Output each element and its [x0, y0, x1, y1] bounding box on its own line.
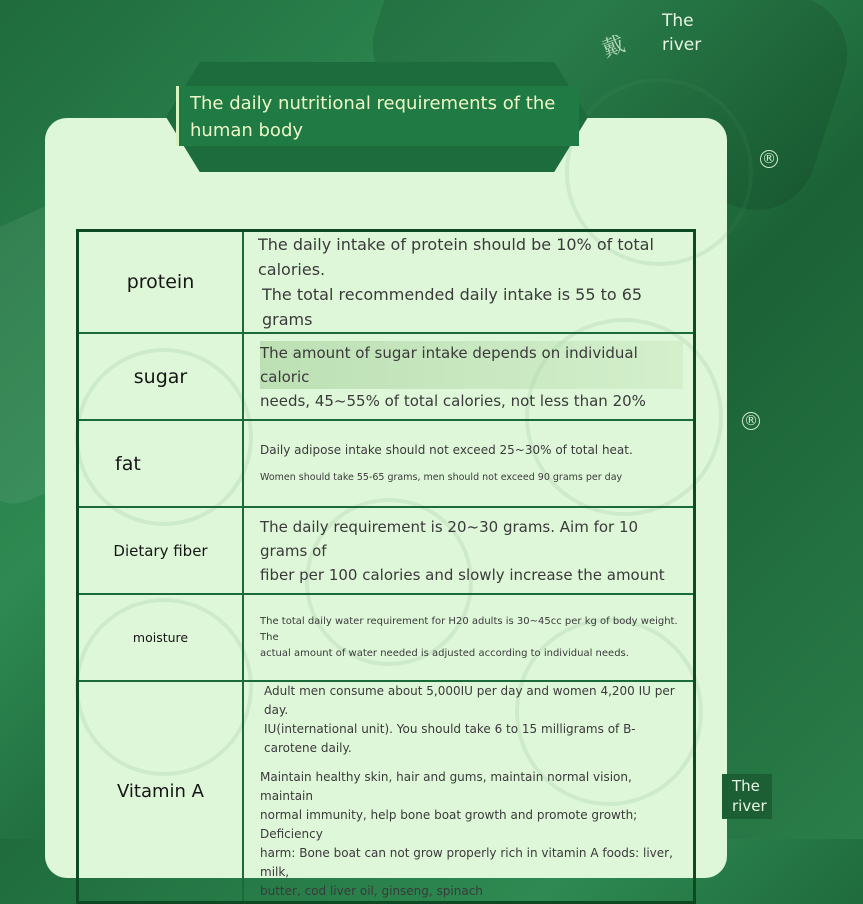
description-line: harm: Bone boat can not grow properly rich in vitamin A foods: liver, milk,	[260, 846, 673, 879]
watermark-character: 戴	[599, 31, 629, 63]
row-description	[243, 507, 695, 594]
description-line: Daily adipose intake should not exceed 25~30% of total heat.	[260, 442, 633, 457]
description-line: The daily intake of protein should be 10% of total calories.	[258, 235, 654, 279]
description-line: The amount of sugar intake depends on individual caloric	[260, 341, 683, 389]
table-row	[78, 231, 695, 334]
row-label-fat: fat	[78, 420, 244, 507]
corner-label	[662, 10, 712, 58]
table-row	[78, 420, 695, 507]
description-line: The total recommended daily intake is 55 to 65 grams	[262, 285, 643, 329]
corner-label	[722, 774, 772, 819]
description-line: fiber per 100 calories and slowly increase the amount	[260, 565, 665, 584]
row-description	[243, 420, 695, 507]
row-label-dietary-fiber: Dietary fiber	[78, 507, 244, 594]
nutrition-table	[76, 229, 696, 904]
registered-mark-icon: ®	[762, 151, 776, 167]
table-row	[78, 594, 695, 681]
registered-mark-icon: ®	[744, 413, 758, 429]
description-line: Maintain healthy skin, hair and gums, maintain normal vision, maintain	[260, 770, 632, 803]
description-line: IU(international unit). You should take 6 to 15 milligrams of B-carotene daily.	[264, 722, 636, 755]
description-line: The daily requirement is 20~30 grams. Aim for 10 grams of	[260, 517, 639, 560]
corner-label-text: The river	[662, 11, 702, 55]
banner-title: The daily nutritional requirements of the human body	[190, 93, 556, 141]
description-line: needs, 45~55% of total calories, not less than 20%	[260, 391, 646, 410]
description-line: butter, cod liver oil, ginseng, spinach	[260, 884, 483, 898]
row-label-protein: protein	[78, 231, 244, 334]
table-row	[78, 333, 695, 420]
row-label-sugar: sugar	[78, 333, 244, 420]
description-line: The total daily water requirement for H20 adults is 30~45cc per kg of body weight. The	[260, 615, 678, 643]
row-description	[243, 594, 695, 681]
table-row	[78, 507, 695, 594]
row-description	[243, 681, 695, 903]
description-line: actual amount of water needed is adjusted according to individual needs.	[260, 647, 629, 659]
row-label-moisture: moisture	[78, 594, 244, 681]
description-line: Women should take 55-65 grams, men should not exceed 90 grams per day	[260, 471, 623, 483]
table-row	[78, 681, 695, 903]
corner-label-text: The river	[732, 777, 767, 816]
description-line: normal immunity, help bone boat growth and promote growth; Deficiency	[260, 808, 638, 841]
description-line: Adult men consume about 5,000IU per day and women 4,200 IU per day.	[264, 684, 675, 717]
row-description	[243, 333, 695, 420]
row-description	[243, 231, 695, 334]
row-label-vitamin-a: Vitamin A	[78, 681, 244, 903]
